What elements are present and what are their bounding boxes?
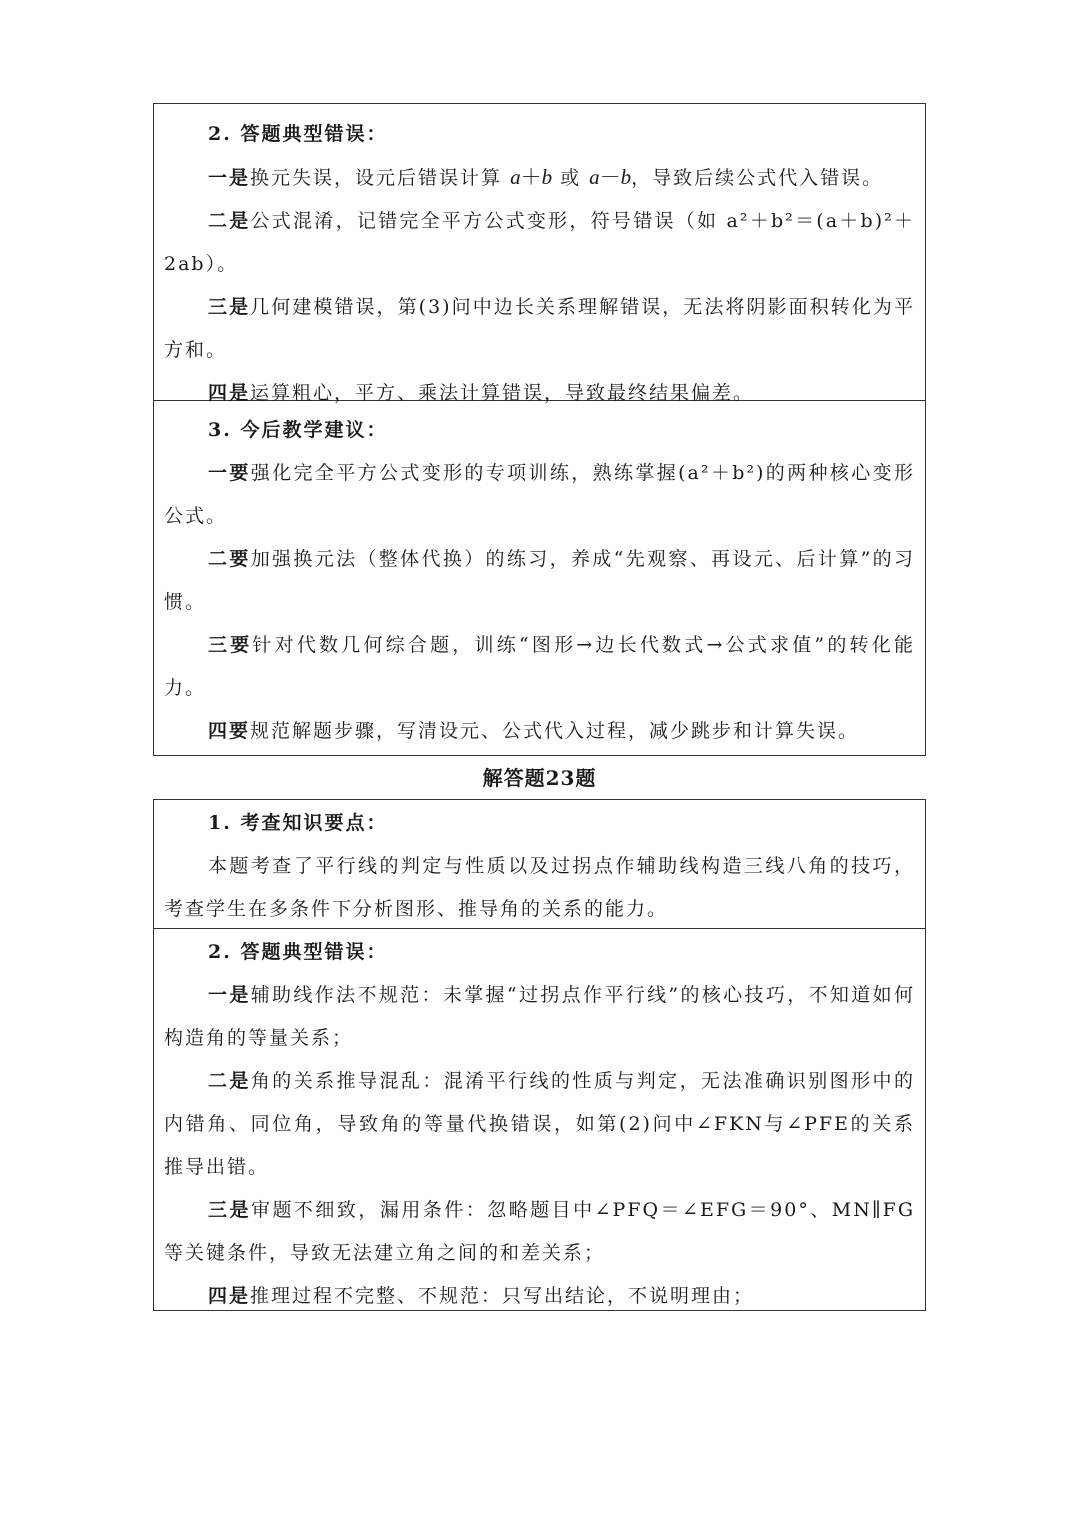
item-text: 运算粗心，平方、乘法计算错误，导致最终结果偏差。	[250, 382, 755, 404]
item-lead: 三是	[208, 1199, 251, 1221]
math-var: b	[541, 165, 553, 189]
section-heading: 2. 答题典型错误：	[208, 123, 388, 145]
typical-errors-section	[154, 928, 925, 1310]
suggestion-item-2	[164, 538, 915, 624]
teaching-suggestions-section	[154, 400, 925, 755]
item-lead: 二是	[208, 210, 251, 232]
error-item-3	[164, 286, 915, 372]
item-lead: 一要	[208, 462, 251, 484]
item-text: 或	[552, 167, 590, 189]
error-item-1	[164, 974, 915, 1060]
item-lead: 一是	[208, 984, 251, 1006]
error-item-1	[164, 156, 915, 200]
suggestion-item-3	[164, 624, 915, 710]
suggestion-item-1	[164, 452, 915, 538]
item-lead: 三是	[208, 296, 251, 318]
item-text: ，导致后续公式代入错误。	[631, 167, 884, 189]
question-title: 解答题23题	[482, 766, 597, 790]
item-text: 推理过程不完整、不规范：只写出结论，不说明理由；	[250, 1285, 755, 1307]
math-var: a	[510, 165, 521, 189]
analysis-table-q23	[153, 799, 926, 1311]
item-lead: 三要	[208, 634, 253, 656]
item-text: 辅助线作法不规范：未掌握“过拐点作平行线”的核心技巧，不知道如何构造角的等量关系；	[164, 984, 915, 1049]
item-lead: 二要	[208, 548, 251, 570]
error-item-4	[164, 1275, 915, 1318]
item-text: 公式混淆，记错完全平方公式变形，符号错误（如 a²＋b²＝(a＋b)²＋2ab）。	[164, 210, 915, 275]
item-text: 几何建模错误，第(3)问中边长关系理解错误，无法将阴影面积转化为平方和。	[164, 296, 915, 361]
knowledge-points-section	[154, 800, 925, 928]
math-op: ＋	[520, 165, 542, 189]
analysis-table-q22	[153, 103, 926, 756]
error-item-2	[164, 1060, 915, 1189]
item-lead: 一是	[208, 167, 251, 189]
error-item-3	[164, 1189, 915, 1275]
item-lead: 四是	[208, 1285, 251, 1307]
item-lead: 二是	[208, 1070, 251, 1092]
item-text: 强化完全平方公式变形的专项训练，熟练掌握(a²＋b²)的两种核心变形公式。	[164, 462, 915, 527]
section-heading: 1. 考查知识要点：	[208, 812, 388, 834]
item-text: 换元失误，设元后错误计算	[250, 167, 511, 189]
math-op: －	[599, 165, 621, 189]
math-var: a	[589, 165, 600, 189]
item-text: 加强换元法（整体代换）的练习，养成“先观察、再设元、后计算”的习惯。	[164, 548, 915, 613]
item-text: 针对代数几何综合题，训练“图形→边长代数式→公式求值”的转化能力。	[164, 634, 915, 699]
item-lead: 四是	[208, 382, 251, 404]
error-item-2	[164, 200, 915, 286]
knowledge-text: 本题考查了平行线的判定与性质以及过拐点作辅助线构造三线八角的技巧，考查学生在多条件下分析图形、推导角的关系的能力。	[164, 855, 915, 920]
item-text: 规范解题步骤，写清设元、公式代入过程，减少跳步和计算失误。	[250, 720, 860, 742]
item-lead: 四要	[208, 720, 251, 742]
section-heading: 3. 今后教学建议：	[208, 419, 388, 441]
math-var: b	[620, 165, 632, 189]
section-heading: 2. 答题典型错误：	[208, 941, 388, 963]
item-text: 角的关系推导混乱：混淆平行线的性质与判定，无法准确识别图形中的内错角、同位角，导致角的等量代换错误，如第(2)问中∠FKN与∠PFE的关系推导出错。	[164, 1070, 915, 1178]
item-text: 审题不细致，漏用条件：忽略题目中∠PFQ＝∠EFG＝90°、MN∥FG等关键条件，导致无法建立角之间的和差关系；	[164, 1199, 915, 1264]
suggestion-item-4	[164, 710, 915, 753]
typical-errors-section	[154, 104, 925, 404]
